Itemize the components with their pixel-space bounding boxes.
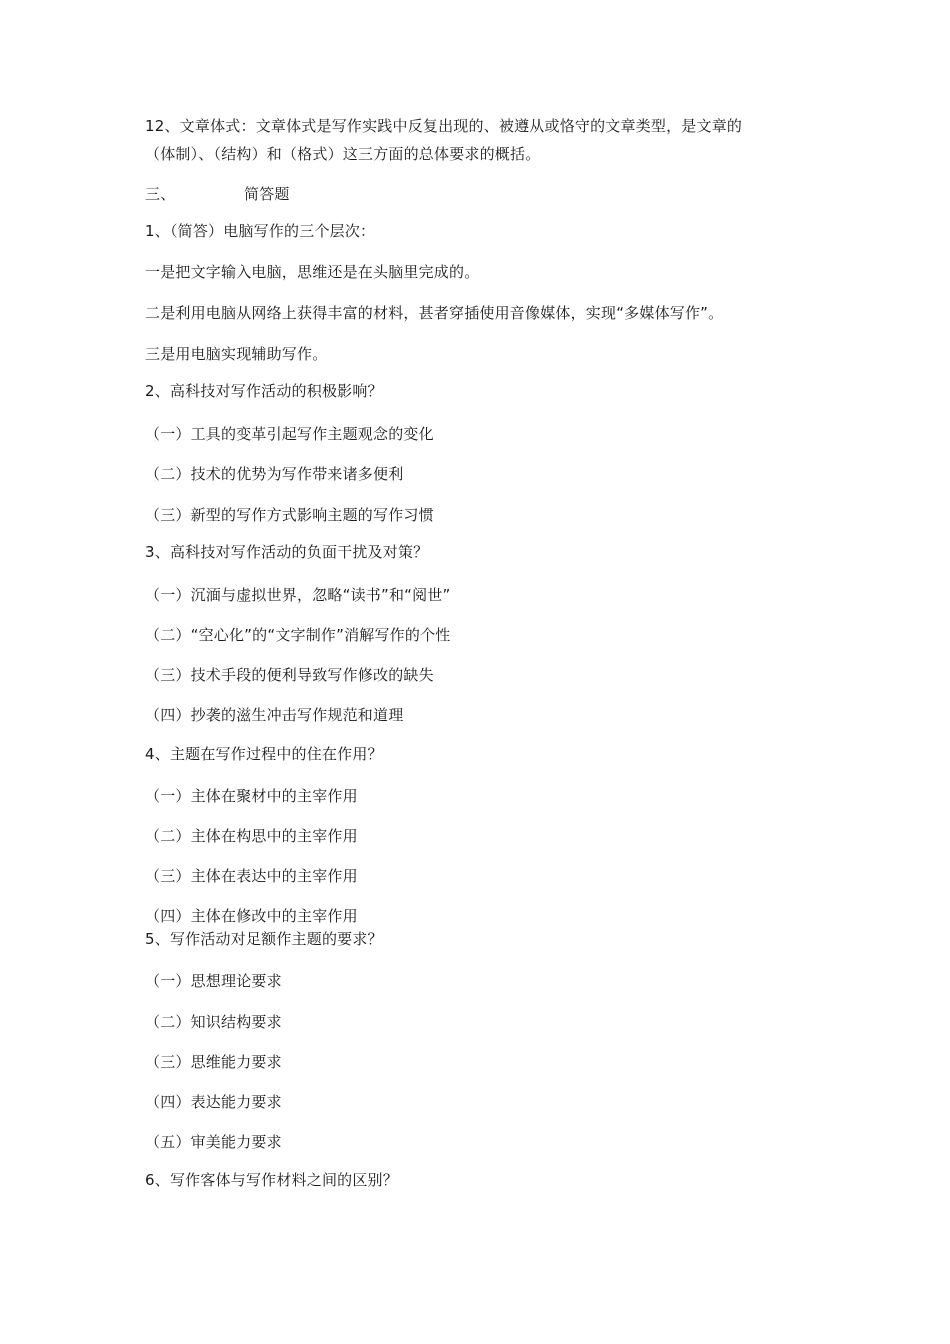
answer-item: 二是利用电脑从网络上获得丰富的材料，甚者穿插使用音像媒体，实现“多媒体写作”。 <box>145 304 724 322</box>
answer-item: （三）新型的写作方式影响主题的写作习惯 <box>145 506 434 524</box>
answer-item: （四）主体在修改中的主宰作用 <box>145 907 358 925</box>
answer-item: （三）思维能力要求 <box>145 1053 282 1071</box>
answer-item: （二）“空心化”的“文字制作”消解写作的个性 <box>145 626 451 644</box>
question-2: 2、高科技对写作活动的积极影响？ <box>145 382 383 400</box>
definition-line-1: 12、文章体式：文章体式是写作实践中反复出现的、被遵从或恪守的文章类型，是文章的 <box>145 117 743 135</box>
definition-line-2: （体制）、（结构）和（格式）这三方面的总体要求的概括。 <box>145 145 541 163</box>
answer-item: （三）技术手段的便利导致写作修改的缺失 <box>145 666 434 684</box>
answer-item: （四）抄袭的滋生冲击写作规范和道理 <box>145 706 404 724</box>
answer-item: （一）沉湎与虚拟世界，忽略“读书”和“阅世” <box>145 586 451 604</box>
question-1: 1、（简答）电脑写作的三个层次： <box>145 222 376 240</box>
question-6: 6、写作客体与写作材料之间的区别？ <box>145 1171 398 1189</box>
answer-item: （二）主体在构思中的主宰作用 <box>145 827 358 845</box>
answer-item: （一）主体在聚材中的主宰作用 <box>145 787 358 805</box>
question-4: 4、主题在写作过程中的住在作用？ <box>145 745 383 763</box>
answer-item: （五）审美能力要求 <box>145 1133 282 1151</box>
answer-item: 三是用电脑实现辅助写作。 <box>145 345 328 363</box>
answer-item: （四）表达能力要求 <box>145 1093 282 1111</box>
answer-item: （一）思想理论要求 <box>145 972 282 990</box>
answer-item: （二）知识结构要求 <box>145 1013 282 1031</box>
answer-item: （一）工具的变革引起写作主题观念的变化 <box>145 425 434 443</box>
section-title: 简答题 <box>244 185 290 203</box>
answer-item: （三）主体在表达中的主宰作用 <box>145 867 358 885</box>
answer-item: 一是把文字输入电脑，思维还是在头脑里完成的。 <box>145 263 480 281</box>
question-5: 5、写作活动对足额作主题的要求？ <box>145 930 383 948</box>
answer-item: （二）技术的优势为写作带来诸多便利 <box>145 465 404 483</box>
section-number: 三、 <box>145 185 176 203</box>
question-3: 3、高科技对写作活动的负面干扰及对策？ <box>145 543 429 561</box>
